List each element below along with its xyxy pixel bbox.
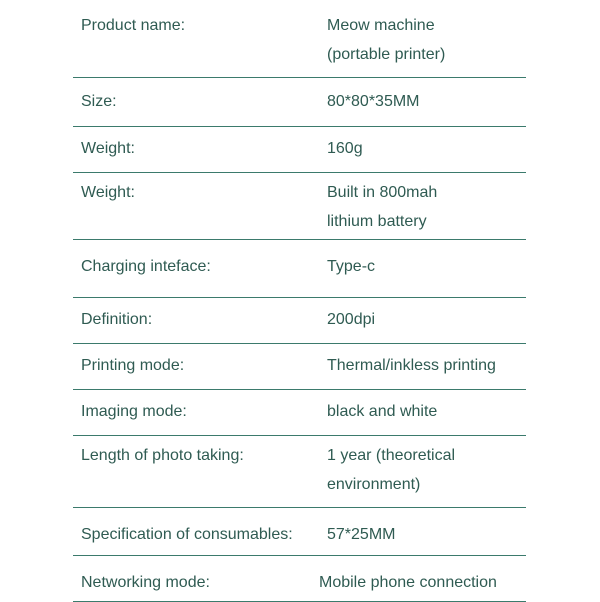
spec-row-printing-mode <box>73 344 526 390</box>
spec-value <box>327 305 375 334</box>
spec-value <box>327 87 420 116</box>
spec-value-line: black and white <box>327 403 438 420</box>
spec-value-line: Built in 800mah <box>327 184 438 201</box>
spec-label: Weight: <box>81 140 135 157</box>
spec-row-photo-length <box>73 436 526 508</box>
spec-value <box>327 134 363 163</box>
spec-value <box>327 252 375 281</box>
spec-value <box>327 178 437 236</box>
spec-label: Printing mode: <box>81 357 185 374</box>
spec-label: Definition: <box>81 311 153 328</box>
spec-value-line: 1 year (theoretical <box>327 447 456 464</box>
spec-row-size <box>73 78 526 127</box>
spec-label: Imaging mode: <box>81 403 187 420</box>
spec-label: Product name: <box>81 17 186 34</box>
spec-row-definition <box>73 298 526 344</box>
spec-value <box>327 520 395 549</box>
spec-value <box>327 351 496 380</box>
spec-value-line: 57*25MM <box>327 526 396 543</box>
spec-value-line: 160g <box>327 140 363 157</box>
spec-label: Length of photo taking: <box>81 447 244 464</box>
spec-label: Charging inteface: <box>81 258 211 275</box>
spec-row-networking-mode <box>73 556 526 602</box>
spec-value-line: (portable printer) <box>327 46 446 63</box>
spec-value-line: 200dpi <box>327 311 376 328</box>
spec-label: Size: <box>81 93 117 110</box>
spec-value-line: Mobile phone connection <box>319 574 497 591</box>
spec-value <box>319 568 497 597</box>
spec-value <box>327 11 445 69</box>
spec-value-line: environment) <box>327 476 421 493</box>
spec-row-charging-interface <box>73 240 526 298</box>
spec-value-line: 80*80*35MM <box>327 93 420 110</box>
spec-label: Weight: <box>81 184 135 201</box>
spec-row-consumables <box>73 508 526 556</box>
spec-row-imaging-mode <box>73 390 526 436</box>
spec-value-line: Thermal/inkless printing <box>327 357 496 374</box>
spec-value-line: lithium battery <box>327 213 427 230</box>
spec-row-product-name <box>73 0 526 78</box>
spec-row-weight <box>73 127 526 173</box>
spec-value-line: Meow machine <box>327 17 435 34</box>
spec-value <box>327 397 437 426</box>
spec-value <box>327 441 455 499</box>
spec-label: Networking mode: <box>81 574 210 591</box>
spec-value-line: Type-c <box>327 258 376 275</box>
spec-row-battery <box>73 173 526 240</box>
spec-table <box>73 0 526 602</box>
spec-label: Specification of consumables: <box>81 526 293 543</box>
